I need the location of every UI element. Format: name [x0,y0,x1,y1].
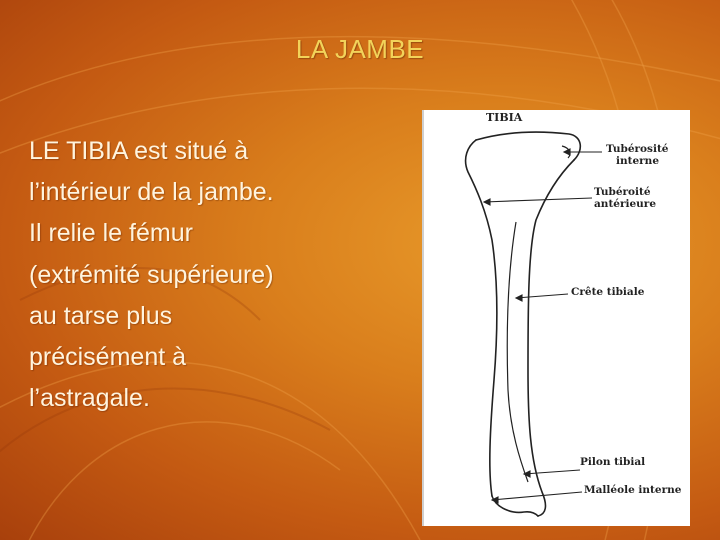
label-pilon-tibial: Pilon tibial [580,456,646,468]
label-tuberosite-interne-line-1: Tubérosité [606,143,669,155]
label-tuberosite-interne-line-2: interne [616,155,659,167]
slide-body-text [29,131,389,419]
label-tuberosite-anterieure-line-2: antérieure [594,198,657,210]
body-line-5: au tarse plus [29,301,173,330]
body-line-7: l’astragale. [29,384,150,413]
body-line-2: l’intérieur de la jambe. [29,178,274,207]
body-line-1: LE TIBIA est situé à [29,137,249,165]
figure-heading: TIBIA [486,111,523,124]
body-line-4: (extrémité supérieure) [29,260,274,289]
label-malleole-interne: Malléole interne [584,484,682,496]
tibia-drawing [424,110,690,526]
label-crete-tibiale: Crête tibiale [571,286,645,298]
label-tuberosite-anterieure-line-1: Tubéroité [594,186,651,198]
body-line-3: Il relie le fémur [29,219,193,248]
body-line-6: précisément à [29,343,187,372]
slide-title: LA JAMBE [295,34,425,64]
tibia-diagram [422,110,690,526]
